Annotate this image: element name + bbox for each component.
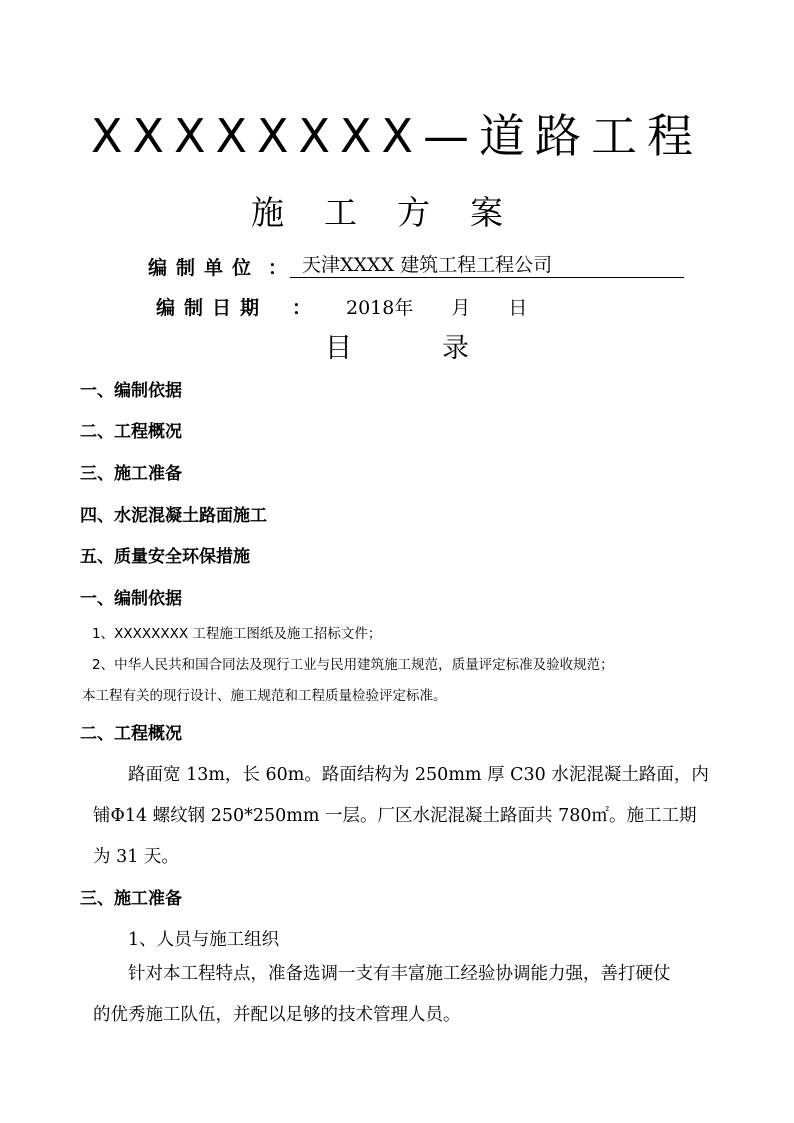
unit-colon: ：	[268, 257, 288, 279]
prep-line: 的优秀施工队伍，并配以足够的技术管理人员。	[93, 1005, 461, 1025]
basis-item: 1、XXXXXXXX 工程施工图纸及施工招标文件；	[92, 626, 382, 642]
prep-subheading: 1、人员与施工组织	[128, 930, 280, 950]
unit-label: 编制单位	[148, 257, 261, 279]
toc-item[interactable]: 一、编制依据	[80, 381, 182, 401]
date-label: 编制日期	[156, 297, 269, 319]
unit-value: 天津XXXX 建筑工程工程公司	[290, 253, 684, 278]
document-subtitle: 施工方案	[251, 193, 543, 232]
basis-item: 2、中华人民共和国合同法及现行工业与民用建筑施工规范，质量评定标准及验收规范；	[92, 657, 614, 673]
toc-item[interactable]: 三、施工准备	[80, 464, 182, 484]
toc-item[interactable]: 五、质量安全环保措施	[80, 547, 250, 567]
basis-item: 本工程有关的现行设计、施工规范和工程质量检验评定标准。	[82, 688, 447, 704]
toc-item[interactable]: 四、水泥混凝土路面施工	[80, 506, 267, 526]
overview-line: 路面宽 13m，长 60m。路面结构为 250mm 厚 C30 水泥混凝土路面，内	[128, 765, 709, 785]
document-title: XXXXXXXX—道路工程	[90, 109, 704, 163]
toc-title: 目录	[325, 333, 559, 364]
section-heading-prep: 三、施工准备	[80, 889, 182, 909]
section-heading-overview: 二、工程概况	[80, 724, 182, 744]
prep-line: 针对本工程特点，准备选调一支有丰富施工经验协调能力强，善打硬仗	[128, 964, 671, 984]
toc-item[interactable]: 二、工程概况	[80, 422, 182, 442]
overview-line: 铺Φ14 螺纹钢 250*250mm 一层。厂区水泥混凝土路面共 780㎡。施工工期	[93, 806, 697, 826]
section-heading-basis: 一、编制依据	[80, 589, 182, 609]
date-value: 2018年 月 日	[346, 297, 528, 319]
overview-line: 为 31 天。	[93, 847, 179, 867]
date-colon: ：	[292, 297, 312, 319]
